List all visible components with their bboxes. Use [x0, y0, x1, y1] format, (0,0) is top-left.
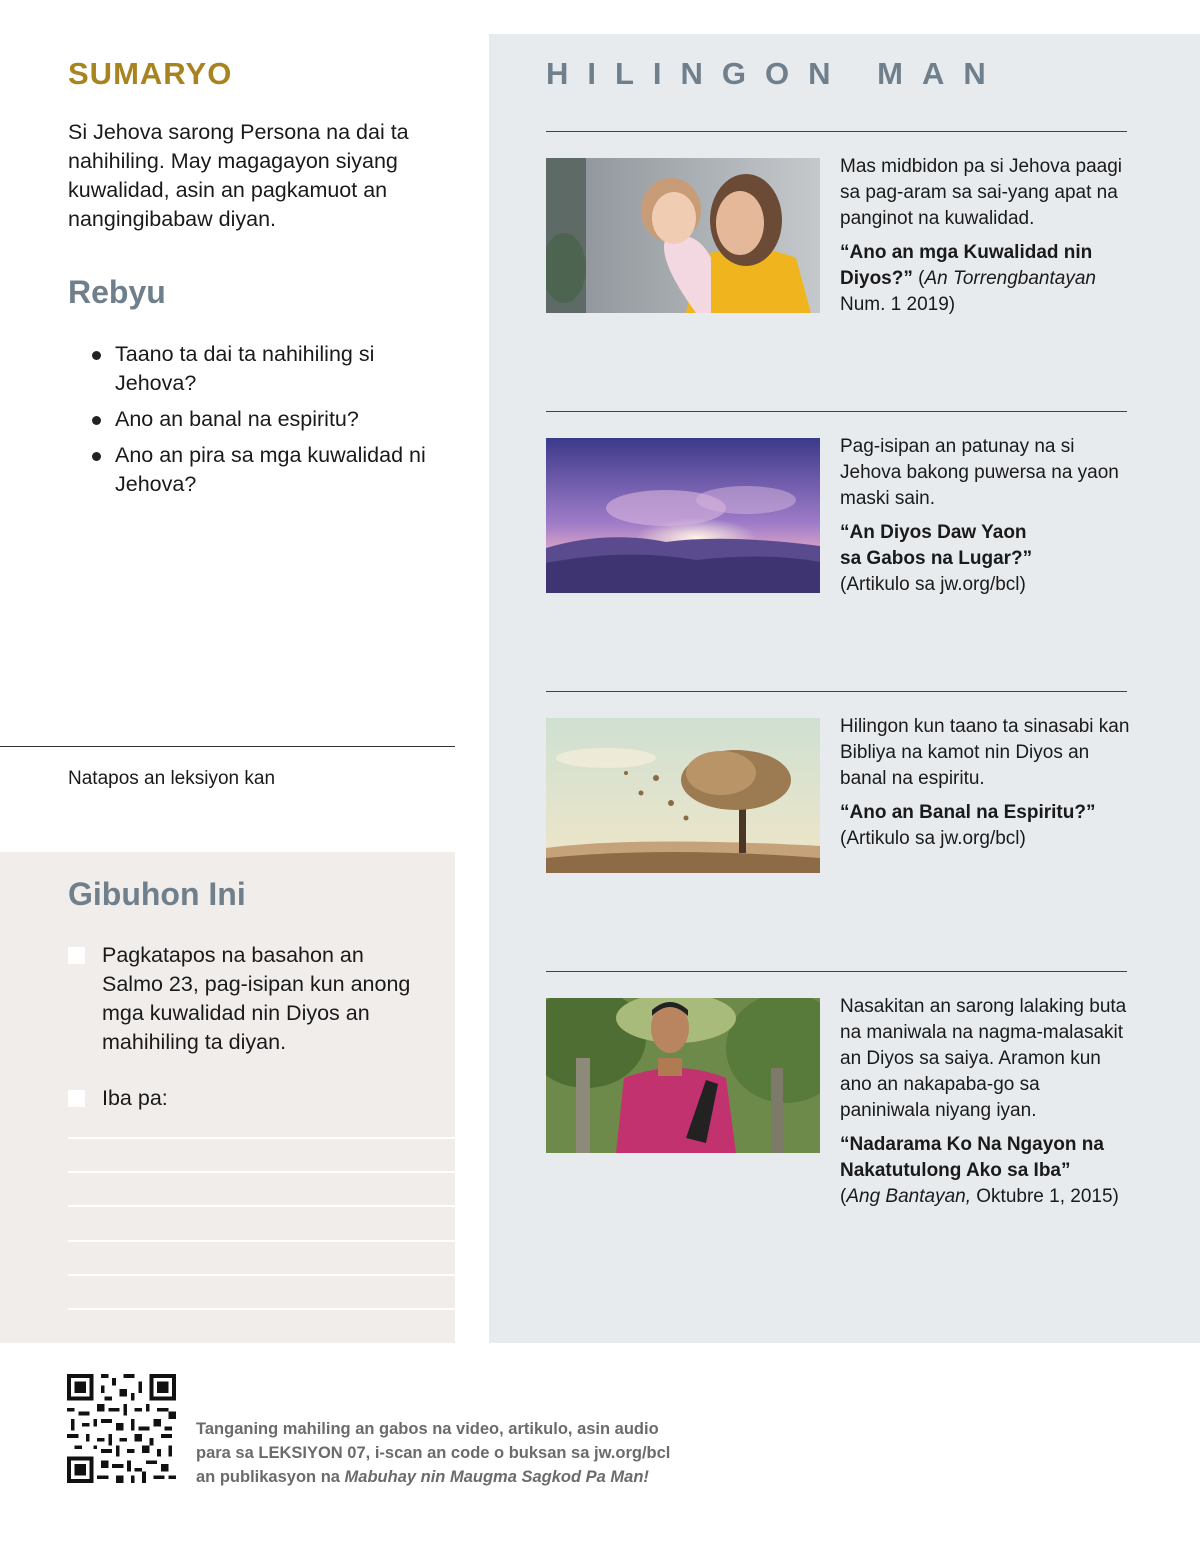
- review-item-text: Ano an pira sa mga kuwalidad ni Jehova?: [115, 443, 426, 496]
- entry-title[interactable]: “Ano an Banal na Espiritu?”: [840, 802, 1096, 823]
- divider: [546, 411, 1127, 412]
- entry-link[interactable]: [840, 240, 1130, 292]
- bullet-icon: [92, 351, 101, 360]
- learn-more-entry: [840, 154, 1130, 318]
- entry-source-open: (: [840, 1186, 847, 1207]
- bullet-icon: [92, 416, 101, 425]
- learn-more-entry: [840, 714, 1130, 852]
- divider: [546, 691, 1127, 692]
- note-line: [68, 1205, 455, 1207]
- entry-source-italic: Ang Bantayan,: [846, 1186, 971, 1207]
- review-title: Rebyu: [68, 274, 166, 310]
- checkbox[interactable]: [68, 1090, 85, 1107]
- note-line: [68, 1308, 455, 1310]
- divider: [546, 131, 1127, 132]
- review-item: [92, 340, 442, 398]
- todo-item-text: Pagkatapos na basahon an Salmo 23, pag-isipan kun anong mga kuwalidad nin Diyos an mahihiling ta diyan.: [102, 943, 411, 1054]
- mother-holding-child-photo: [546, 158, 820, 313]
- note-line: [68, 1274, 455, 1276]
- man-in-pink-shirt-photo: [546, 998, 820, 1153]
- footer-line: an publikasyon na: [196, 1468, 345, 1486]
- entry-description: Nasakitan an sarong lalaking buta na maniwala na nagma-malasakit an Diyos sa saiya. Aramon kun ano an nakapaba-go sa paniniwala niyang iyan.: [840, 996, 1127, 1121]
- review-item-text: Ano an banal na espiritu?: [115, 407, 359, 431]
- review-item: [92, 405, 442, 434]
- entry-source-italic: An Torrengbantayan: [924, 268, 1096, 289]
- entry-source-open: (: [912, 268, 925, 289]
- footer-text: [196, 1417, 756, 1489]
- entry-source: [840, 1184, 1130, 1210]
- divider: [0, 746, 455, 747]
- qr-code-icon[interactable]: [67, 1374, 176, 1483]
- entry-source: (Artikulo sa jw.org/bcl): [840, 828, 1026, 849]
- todo-item: [68, 941, 418, 1057]
- entry-description: Mas midbidon pa si Jehova paagi sa pag-aram sa sai-yang apat na panginot na kuwalidad.: [840, 156, 1123, 229]
- entry-source-rest: Oktubre 1, 2015): [970, 1186, 1119, 1207]
- footer-line: para sa LEKSIYON 07, i-scan an code o buksan sa jw.org/bcl: [196, 1444, 671, 1462]
- entry-title[interactable]: “Nadarama Ko Na Ngayon na Nakatutulong Ako sa Iba”: [840, 1134, 1104, 1181]
- todo-item-text: Iba pa:: [102, 1086, 168, 1110]
- tree-in-wind-illustration: [546, 718, 820, 873]
- footer-line: Tanganing mahiling an gabos na video, artikulo, asin audio: [196, 1420, 659, 1438]
- todo-item: [68, 1084, 418, 1113]
- review-list: [92, 340, 442, 506]
- entry-description: Hilingon kun taano ta sinasabi kan Bibliya na kamot nin Diyos an banal na espiritu.: [840, 716, 1130, 789]
- entry-description: Pag-isipan an patunay na si Jehova bakong puwersa na yaon maski sain.: [840, 436, 1119, 509]
- summary-text: Si Jehova sarong Persona na dai ta nahihiling. May magagayon siyang kuwalidad, asin an pagkamuot an nangingibabaw diyan.: [68, 120, 409, 231]
- entry-title[interactable]: “Ano an mga Kuwalidad nin Diyos?”: [840, 242, 1093, 289]
- entry-source: Num. 1 2019): [840, 294, 956, 315]
- completed-label: Natapos an leksiyon kan: [68, 768, 276, 789]
- note-line: [68, 1171, 455, 1173]
- todo-title: Gibuhon Ini: [68, 876, 246, 912]
- sunrise-over-mountains-illustration: [546, 438, 820, 593]
- entry-source: (Artikulo sa jw.org/bcl): [840, 574, 1026, 595]
- learn-more-entry: [840, 434, 1130, 598]
- checkbox[interactable]: [68, 947, 85, 964]
- entry-title[interactable]: “An Diyos Daw Yaon sa Gabos na Lugar?”: [840, 522, 1033, 569]
- divider: [546, 971, 1127, 972]
- learn-more-entry: [840, 994, 1130, 1210]
- learn-more-title: HILINGON MAN: [546, 56, 1005, 91]
- bullet-icon: [92, 452, 101, 461]
- publication-title: Mabuhay nin Maugma Sagkod Pa Man!: [344, 1468, 649, 1486]
- note-line: [68, 1240, 455, 1242]
- note-line: [68, 1137, 455, 1139]
- summary-title: SUMARYO: [68, 56, 233, 91]
- review-item: [92, 441, 442, 499]
- review-item-text: Taano ta dai ta nahihiling si Jehova?: [115, 342, 375, 395]
